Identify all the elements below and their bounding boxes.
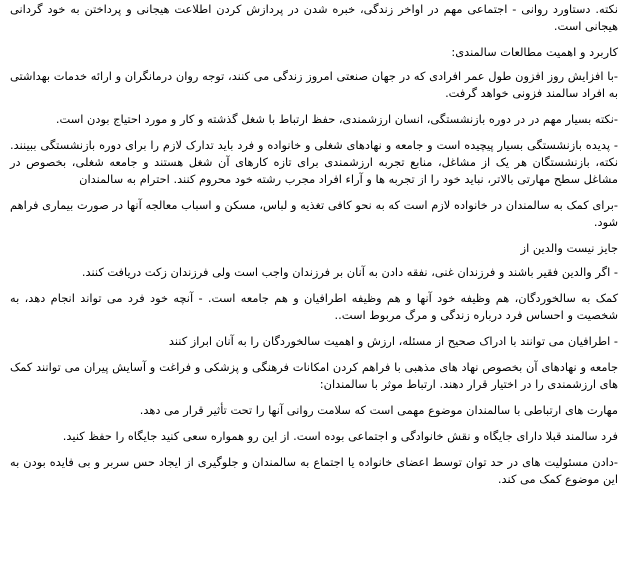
section-heading-elderly-studies: کاربرد و اهمیت مطالعات سالمندی: bbox=[451, 45, 618, 59]
responsibilities-paragraph: -دادن مسئولیت های در حد توان توسط اعضای خانواده یا اجتماع به سالمندان و جلوگیری از ایجاد حس سربر و بی فایده بودن به این موضوع کمک می کند. bbox=[10, 455, 618, 486]
family-support-paragraph: -برای کمک به سالمندان در خانواده لازم است که به نحو کافی تغذیه و لباس، مسکن و اسباب معالجه آنها در صورت بیماری فراهم شود. bbox=[10, 198, 618, 229]
parents-alimony-paragraph: - اگر والدین فقیر باشند و فرزندان غنی، نفقه دادن به آنان بر فرزندان واجب است ولی فرزندان زکت دریافت کنند. bbox=[81, 265, 618, 279]
section-heading-parents: جایز نیست والدین از bbox=[520, 241, 618, 255]
caregivers-paragraph: - اطرافیان می توانند با ادراک صحیح از مسئله، ارزش و اهمیت سالخوردگان را به آنان ابراز کنند bbox=[168, 334, 618, 348]
intro-note-paragraph: نکته. دستاورد روانی - اجتماعی مهم در اواخر زندگی، خبره شدن در پردازش کردن اطلاعت هیجانی و پرداختن به خود گردانی هیجانی است. bbox=[10, 2, 618, 33]
life-expectancy-paragraph: -با افزایش روز افزون طول عمر افرادی که در جهان صنعتی امروز زندگی می کنند، توجه روان درمانگران و ارائه خدمات بهداشتی به افراد سالمند فزونی خواهد گرفت. bbox=[10, 69, 618, 100]
family-role-paragraph: فرد سالمند قبلا دارای جایگاه و نقش خانوادگی و اجتماعی بوده است. از این رو همواره سعی کنید جایگاه را حفظ کنید. bbox=[62, 429, 618, 443]
retirement-note-paragraph: -نکته بسیار مهم در در دوره بازنشستگی، انسان ارزشمندی، حفظ ارتباط با شغل گذشته و کار و مورد احتیاج بودن است. bbox=[55, 112, 618, 126]
society-institutions-paragraph: جامعه و نهادهای آن بخصوص نهاد های مذهبی با فراهم کردن امکانات فرهنگی و پزشکی و فراغت و آسایش پیران می توانند کمک های ارزشمندی را در اختیار قرار دهند. ارتباط موثر با سالمندان: bbox=[10, 360, 618, 391]
helping-elderly-paragraph: کمک به سالخوردگان، هم وظیفه خود آنها و هم وظیفه اطرافیان و هم جامعه است. - آنچه خود فرد می تواند انجام دهد، به شخصیت و احساس فرد درباره زندگی و مرگ مربوط است.. bbox=[10, 291, 618, 322]
retirement-phenomenon-paragraph: - پدیده بازنشستگی بسیار پیچیده است و جامعه و نهادهای شغلی و خانواده و فرد باید تدارک لازم را برای دوره بازنشستگی ببینند. نکته، بازنشستگان هر یک از مشاغل، منابع تجربه ارزشمندی برای تازه کارهای آن شغل هستند و جامعه شغلی، بخصوص در مشاغل سطح مهارتی بالاتر، نباید خود را از تجربه ها و آراء افراد مجرب رشته خود محروم کنند. احترام به سالمندان bbox=[10, 138, 618, 186]
communication-skills-paragraph: مهارت های ارتباطی با سالمندان موضوع مهمی است که سلامت روانی آنها را تحت تأثیر قرار می دهد. bbox=[139, 403, 618, 417]
